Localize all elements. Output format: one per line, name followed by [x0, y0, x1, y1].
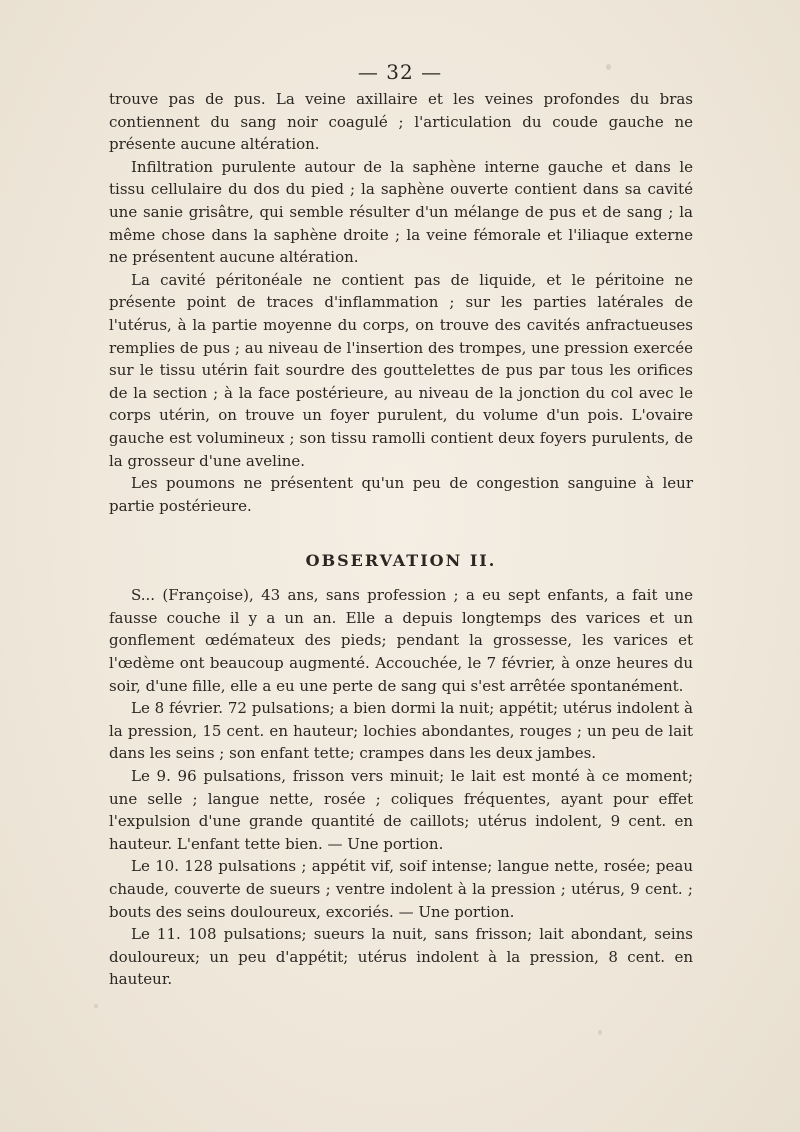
- paragraph: trouve pas de pus. La veine axillaire et les veines profondes du bras contiennent du sang noir coagulé ; l'articulation du coude gauche ne présente aucune altération.: [109, 90, 693, 154]
- paragraph: Le 10. 128 pulsations ; appétit vif, soif intense; langue nette, rosée; peau chaude, couverte de sueurs ; ventre indolent à la pression ; utérus, 9 cent. ; bouts des seins douloureux, excoriés. — Une portion.: [109, 857, 693, 921]
- paragraph: Infiltration purulente autour de la saphène interne gauche et dans le tissu cellulaire du dos du pied ; la saphène ouverte contient dans sa cavité une sanie grisâtre, qui semble résulter d'un mélange de pus et de sang ; la même chose dans la saphène droite ; la veine fémorale et l'iliaque externe ne présentent aucune altération.: [109, 157, 693, 267]
- paragraph: Le 8 février. 72 pulsations; a bien dormi la nuit; appétit; utérus indolent à la pression, 15 cent. en hauteur; lochies abondantes, rouges ; un peu de lait dans les seins ; son enfant tette; crampes dans les deux jambes.: [109, 699, 693, 763]
- paragraph: S... (Françoise), 43 ans, sans profession ; a eu sept enfants, a fait une fausse couche il y a un an. Elle a depuis longtemps des varices et un gonflement œdémateux des pieds; pendant la grossesse, les varices et l'œdème ont beaucoup augmenté. Accouchée, le 7 février, à onze heures du soir, d'une fille, elle a eu une perte de sang qui s'est arrêtée spontanément.: [109, 586, 693, 695]
- paper-spot: [94, 1004, 98, 1008]
- body-text: [109, 88, 693, 991]
- page-number: — 32 —: [357, 60, 443, 84]
- paragraph: La cavité péritonéale ne contient pas de liquide, et le péritoine ne présente point de traces d'inflammation ; sur les parties latérales de l'utérus, à la partie moyenne du corps, on trouve des cavités anfractueuses remplies de pus ; au niveau de l'insertion des trompes, une pression exercée sur le tissu utérin fait sourdre des gouttelettes de pus par tous les orifices de la section ; à la face postérieure, au niveau de la jonction du col avec le corps utérin, on trouve un foyer purulent, du volume d'un pois. L'ovaire gauche est volumineux ; son tissu ramolli contient deux foyers purulents, de la grosseur d'une aveline.: [109, 270, 693, 470]
- paragraph: Le 11. 108 pulsations; sueurs la nuit, sans frisson; lait abondant, seins douloureux; un peu d'appétit; utérus indolent à la pression, 8 cent. en hauteur.: [109, 925, 693, 989]
- paragraph: Le 9. 96 pulsations, frisson vers minuit; le lait est monté à ce moment; une selle ; langue nette, rosée ; coliques fréquentes, ayant pour effet l'expulsion d'une grande quantité de caillots; utérus indolent, 9 cent. en hauteur. L'enfant tette bien. — Une portion.: [109, 767, 693, 853]
- paper-spot: [598, 1030, 602, 1035]
- paragraph: Les poumons ne présentent qu'un peu de congestion sanguine à leur partie postérieure.: [109, 474, 693, 515]
- section-heading: OBSERVATION II.: [305, 551, 497, 571]
